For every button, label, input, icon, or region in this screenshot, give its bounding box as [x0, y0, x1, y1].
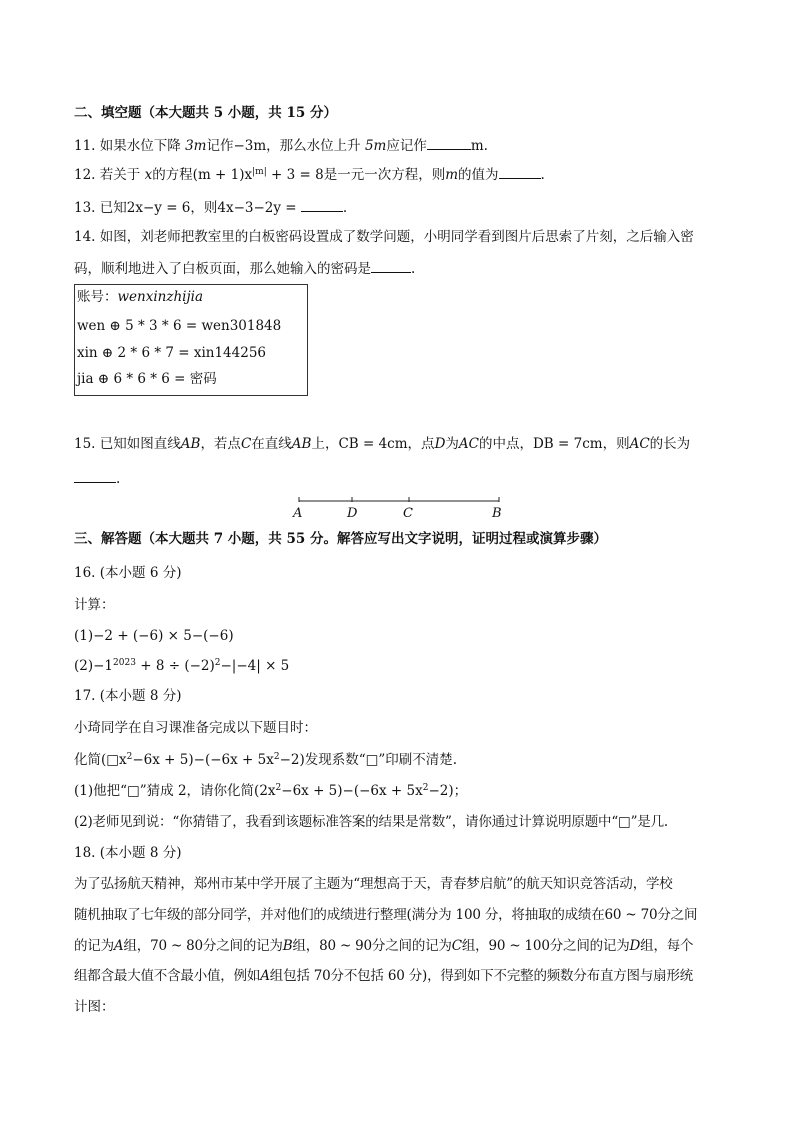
q15-ac: AC — [458, 436, 479, 452]
q13-answer-blank — [301, 197, 343, 212]
q17-text-1: 化简(□x — [74, 752, 127, 768]
q11-value-2: 5m — [364, 138, 387, 154]
q15-text-5: 为 — [445, 436, 459, 452]
question-17-expression — [74, 750, 457, 770]
q12-var-x: x — [144, 167, 153, 183]
q17-exponent-1: 2 — [126, 752, 133, 762]
point-label-d: D — [347, 506, 358, 521]
question-17-part-1 — [74, 781, 467, 801]
q18-text-3: 组，80 ~ 90分之间的记为 — [292, 938, 452, 954]
q15-text-4: 上，CB = 4cm，点 — [311, 436, 435, 452]
q15-c: C — [240, 436, 252, 452]
section-heading-fill-blank: 二、填空题（本大题共 5 小题，共 15 分） — [74, 105, 337, 121]
question-14-line-2 — [74, 258, 415, 279]
q17-exponent-2: 2 — [273, 752, 280, 762]
q14-tail: . — [411, 261, 416, 277]
q18-group-c: C — [451, 938, 462, 954]
q18-text-7: 组包括 70分不包括 60 分)，得到如下不完整的频数分布直方图与扇形统 — [269, 968, 694, 984]
question-11 — [74, 135, 488, 156]
question-16-part-1: (1)−2 + (−6) × 5−(−6) — [74, 628, 234, 644]
password-rule-3: jia ⊕ 6 * 6 * 6 = 密码 — [77, 371, 217, 387]
q15-text-7: 的长为 — [649, 436, 691, 452]
q17-text-3: −2)发现系数“□”印刷不清楚. — [279, 752, 458, 768]
section-heading-answer: 三、解答题（本大题共 7 小题，共 55 分。解答应写出文字说明，证明过程或演算步骤） — [74, 531, 607, 547]
q16-p2-exponent-2: 2 — [214, 658, 221, 668]
q18-group-d: D — [629, 938, 641, 954]
q12-answer-blank — [499, 164, 541, 179]
q15-text-3: 在直线 — [251, 436, 292, 452]
question-16-intro: 计算： — [74, 597, 115, 613]
q18-group-b: B — [282, 938, 293, 954]
password-account-line — [77, 287, 203, 307]
q17-p1-text-1: (1)他把“□”猜成 2，请你化简(2x — [74, 783, 276, 799]
q11-text-2: 记作−3m，那么水位上升 — [206, 138, 365, 154]
q11-tail: m. — [470, 138, 488, 154]
q17-text-2: −6x + 5)−(−6x + 5x — [132, 752, 274, 768]
q15-text-2: ，若点 — [200, 436, 241, 452]
q14-answer-blank — [371, 258, 411, 273]
q18-text-2: 组，70 ~ 80分之间的记为 — [123, 938, 283, 954]
question-13 — [74, 197, 347, 218]
question-18-line-4 — [74, 966, 693, 986]
q18-text-6: 组都含最大值不含最小值，例如 — [74, 968, 261, 984]
question-17-title: 17. (本小题 8 分) — [74, 688, 182, 704]
q15-ab: AB — [180, 436, 201, 452]
q18-group-a-ref: A — [260, 968, 270, 984]
q12-text-2: 的方程(m + 1)x — [152, 167, 253, 183]
q15-ac-2: AC — [629, 436, 650, 452]
q18-text-1: 的记为 — [74, 938, 114, 954]
point-label-a: A — [293, 506, 303, 521]
point-label-b: B — [492, 506, 502, 521]
question-16-title: 16. (本小题 6 分) — [74, 565, 182, 581]
q12-text-3: + 3 = 8是一元一次方程，则 — [266, 167, 446, 183]
q11-value-1: 3m — [185, 138, 207, 154]
q12-exponent: |m| — [252, 167, 267, 177]
question-18-title: 18. (本小题 8 分) — [74, 845, 182, 861]
q17-p1-exponent-1: 2 — [275, 783, 282, 793]
password-rule-1: wen ⊕ 5 * 3 * 6 = wen301848 — [77, 318, 282, 334]
question-16-part-2 — [74, 656, 289, 676]
q17-p1-exponent-2: 2 — [422, 783, 429, 793]
q12-text-4: 的值为 — [458, 167, 499, 183]
q12-text-1: 12. 若关于 — [74, 167, 145, 183]
q15-ab-2: AB — [291, 436, 312, 452]
q18-group-a: A — [113, 938, 124, 954]
point-label-c: C — [403, 506, 413, 521]
q18-text-4: 组，90 ~ 100分之间的记为 — [461, 938, 630, 954]
q17-p1-text-2: −6x + 5)−(−6x + 5x — [281, 783, 423, 799]
q12-tail: . — [540, 167, 545, 183]
question-18-line-2: 随机抽取了七年级的部分同学，并对他们的成绩进行整理(满分为 100 分，将抽取的成绩在60 ~ 70分之间 — [74, 907, 698, 923]
q13-text: 13. 已知2x−y = 6，则4x−3−2y = — [74, 200, 301, 216]
q16-p2-text-2: + 8 ÷ (−2) — [135, 658, 215, 674]
question-15-line-2 — [74, 468, 120, 489]
question-17-intro: 小琦同学在自习课准备完成以下题目时： — [74, 720, 317, 736]
q18-text-5: 组，每个 — [640, 938, 694, 954]
q11-answer-blank — [427, 135, 471, 150]
q17-p1-text-3: −2)； — [428, 783, 468, 799]
question-18-line-3 — [74, 936, 693, 956]
question-14-line-1: 14. 如图，刘老师把教室里的白板密码设置成了数学问题，小明同学看到图片后思索了片刻，之后输入密 — [74, 229, 694, 245]
question-15 — [74, 434, 690, 454]
q16-p2-text-1: (2)−1 — [74, 658, 114, 674]
question-12 — [74, 164, 545, 185]
q15-answer-blank — [74, 468, 116, 483]
q14-text: 码，顺利地进入了白板页面，那么她输入的密码是 — [74, 261, 371, 277]
q16-p2-exponent-1: 2023 — [113, 658, 136, 668]
account-label: 账号： — [77, 289, 118, 305]
line-segment-figure — [288, 492, 510, 524]
line-segment-svg — [288, 492, 510, 506]
q15-tail: . — [116, 471, 121, 487]
question-18-line-1: 为了弘扬航天精神，郑州市某中学开展了主题为“理想高于天，青春梦启航”的航天知识竞答活动，学校 — [74, 876, 673, 892]
question-17-part-2: (2)老师见到说：“你猜错了，我看到该题标准答案的结果是常数”，请你通过计算说明原题中“□”是几. — [74, 814, 668, 830]
q16-p2-text-3: −|−4| × 5 — [220, 658, 290, 674]
q11-text-3: 应记作 — [386, 138, 427, 154]
question-18-line-5: 计图： — [74, 999, 115, 1015]
q15-text-1: 15. 已知如图直线 — [74, 436, 181, 452]
password-box — [74, 284, 308, 396]
q15-d: D — [434, 436, 446, 452]
q11-text-1: 11. 如果水位下降 — [74, 138, 186, 154]
q15-text-6: 的中点，DB = 7cm，则 — [478, 436, 630, 452]
q12-var-m: m — [445, 167, 459, 183]
q13-tail: . — [342, 200, 348, 216]
password-rule-2: xin ⊕ 2 * 6 * 7 = xin144256 — [77, 345, 267, 361]
account-value: wenxinzhijia — [117, 289, 204, 305]
